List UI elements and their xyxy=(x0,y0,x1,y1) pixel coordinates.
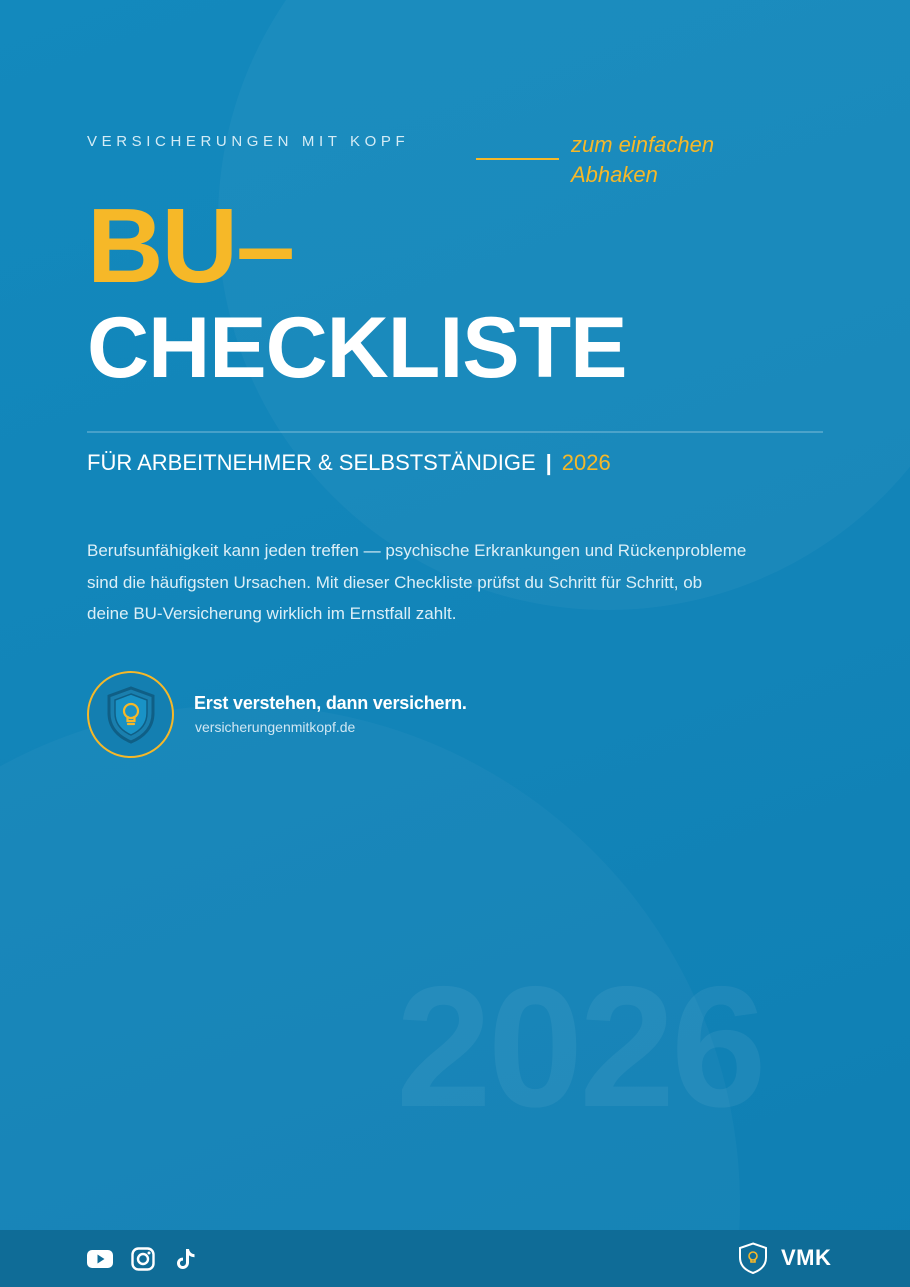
shield-lightbulb-icon xyxy=(738,1242,768,1274)
intro-paragraph: Berufsunfähigkeit kann jeden treffen — psychische Erkrankungen und Rückenprobleme sind die häufigsten Ursachen. Mit dieser Checkliste prüfst du Schritt für Schritt, ob deine BU-Versicherung wirklich im Ernstfall zahlt. xyxy=(87,541,747,623)
shield-lightbulb-icon xyxy=(105,685,157,745)
audience-year: 2026 xyxy=(561,450,611,475)
footer-bar xyxy=(0,1230,910,1287)
tagline-rule xyxy=(476,158,559,160)
brand-kicker: VERSICHERUNGEN MIT KOPF xyxy=(87,133,410,150)
website-link[interactable]: versicherungenmitkopf.de xyxy=(195,719,356,735)
brand-badge xyxy=(87,671,174,758)
brand-slogan: Erst verstehen, dann versichern. xyxy=(194,693,467,713)
tagline: zum einfachen Abhaken xyxy=(571,132,715,187)
youtube-icon[interactable] xyxy=(87,1246,113,1272)
audience-separator: | xyxy=(545,450,552,475)
audience-line xyxy=(87,449,611,477)
title-line-1: BU– xyxy=(87,187,294,305)
year-watermark: 2026 xyxy=(396,951,763,1143)
instagram-icon[interactable] xyxy=(130,1246,156,1272)
divider xyxy=(87,431,823,433)
tiktok-icon[interactable] xyxy=(173,1246,199,1272)
title-line-2: CHECKLISTE xyxy=(87,300,627,396)
footer-brand: VMK xyxy=(781,1245,832,1270)
audience-text: FÜR ARBEITNEHMER & SELBSTSTÄNDIGE xyxy=(87,450,536,475)
